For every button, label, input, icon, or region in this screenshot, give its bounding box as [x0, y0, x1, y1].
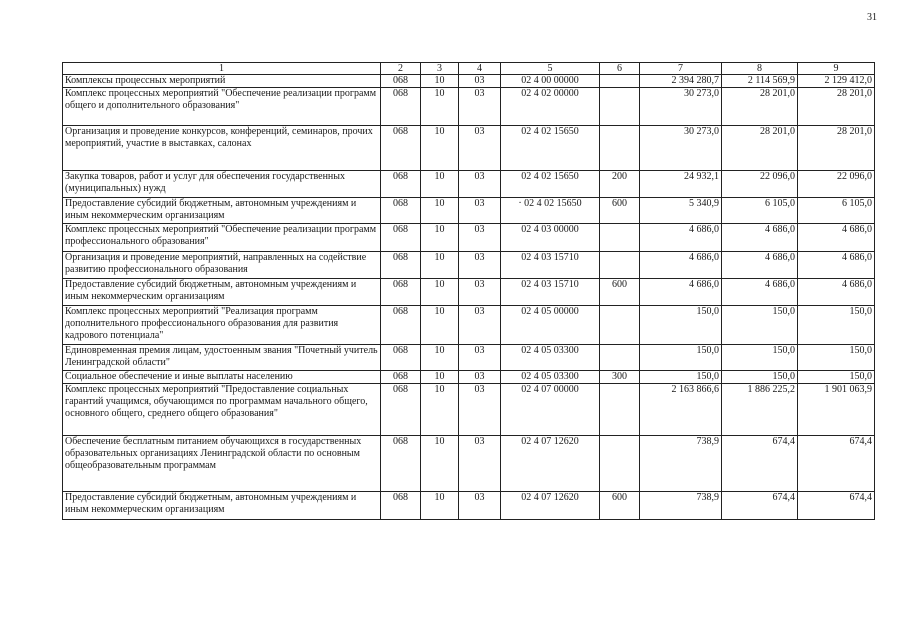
- amount-col7-cell: 4 686,0: [640, 224, 722, 252]
- expense-type-cell: [600, 75, 640, 88]
- subsection-cell: 03: [459, 224, 501, 252]
- amount-col7-cell: 738,9: [640, 492, 722, 520]
- expense-type-cell: 600: [600, 279, 640, 306]
- column-header: 1: [63, 63, 381, 75]
- section-cell: 10: [421, 198, 459, 224]
- code-grbs-cell: 068: [381, 384, 421, 436]
- target-article-cell: 02 4 03 15710: [501, 252, 600, 279]
- section-cell: 10: [421, 171, 459, 198]
- amount-col9-cell: 1 901 063,9: [798, 384, 875, 436]
- subsection-cell: 03: [459, 436, 501, 492]
- table-row: [63, 171, 875, 198]
- amount-col8-cell: 674,4: [722, 436, 798, 492]
- column-header: 6: [600, 63, 640, 75]
- row-name-cell: Обеспечение бесплатным питанием обучающихся в государственных образовательных организациях Ленинградской области по основным общеобразовательным программам: [63, 436, 381, 492]
- amount-col8-cell: 674,4: [722, 492, 798, 520]
- row-name-cell: Комплексы процессных мероприятий: [63, 75, 381, 88]
- section-cell: 10: [421, 88, 459, 126]
- subsection-cell: 03: [459, 279, 501, 306]
- code-grbs-cell: 068: [381, 492, 421, 520]
- amount-col7-cell: 150,0: [640, 371, 722, 384]
- code-grbs-cell: 068: [381, 436, 421, 492]
- expense-type-cell: 200: [600, 171, 640, 198]
- subsection-cell: 03: [459, 252, 501, 279]
- amount-col7-cell: 5 340,9: [640, 198, 722, 224]
- code-grbs-cell: 068: [381, 306, 421, 345]
- amount-col8-cell: 6 105,0: [722, 198, 798, 224]
- table-row: [63, 371, 875, 384]
- expense-type-cell: [600, 88, 640, 126]
- section-cell: 10: [421, 252, 459, 279]
- subsection-cell: 03: [459, 345, 501, 371]
- amount-col8-cell: 150,0: [722, 306, 798, 345]
- amount-col7-cell: 24 932,1: [640, 171, 722, 198]
- expense-type-cell: [600, 345, 640, 371]
- table-row: [63, 384, 875, 436]
- code-grbs-cell: 068: [381, 171, 421, 198]
- expense-type-cell: [600, 436, 640, 492]
- amount-col8-cell: 28 201,0: [722, 88, 798, 126]
- amount-col7-cell: 150,0: [640, 306, 722, 345]
- amount-col7-cell: 738,9: [640, 436, 722, 492]
- row-name-cell: Организация и проведение конкурсов, конференций, семинаров, прочих мероприятий, участие в выставках, салонах: [63, 126, 381, 171]
- table-row: [63, 224, 875, 252]
- amount-col8-cell: 4 686,0: [722, 279, 798, 306]
- column-header: 9: [798, 63, 875, 75]
- column-header: 3: [421, 63, 459, 75]
- row-name-cell: Закупка товаров, работ и услуг для обеспечения государственных (муниципальных) нужд: [63, 171, 381, 198]
- table-body: [63, 75, 875, 520]
- amount-col9-cell: 4 686,0: [798, 279, 875, 306]
- code-grbs-cell: 068: [381, 224, 421, 252]
- column-header: 5: [501, 63, 600, 75]
- target-article-cell: 02 4 05 03300: [501, 371, 600, 384]
- row-name-cell: Социальное обеспечение и иные выплаты населению: [63, 371, 381, 384]
- section-cell: 10: [421, 224, 459, 252]
- table-row: [63, 126, 875, 171]
- amount-col9-cell: 6 105,0: [798, 198, 875, 224]
- amount-col7-cell: 2 394 280,7: [640, 75, 722, 88]
- amount-col9-cell: 4 686,0: [798, 252, 875, 279]
- subsection-cell: 03: [459, 75, 501, 88]
- subsection-cell: 03: [459, 198, 501, 224]
- budget-table: [62, 62, 875, 520]
- target-article-cell: 02 4 03 15710: [501, 279, 600, 306]
- amount-col9-cell: 28 201,0: [798, 126, 875, 171]
- code-grbs-cell: 068: [381, 75, 421, 88]
- amount-col9-cell: 674,4: [798, 436, 875, 492]
- table-row: [63, 198, 875, 224]
- subsection-cell: 03: [459, 171, 501, 198]
- table-row: [63, 492, 875, 520]
- table-row: [63, 306, 875, 345]
- subsection-cell: 03: [459, 306, 501, 345]
- table-row: [63, 88, 875, 126]
- amount-col7-cell: 30 273,0: [640, 88, 722, 126]
- amount-col9-cell: 22 096,0: [798, 171, 875, 198]
- expense-type-cell: [600, 126, 640, 171]
- target-article-cell: 02 4 02 15650: [501, 171, 600, 198]
- row-name-cell: Предоставление субсидий бюджетным, автономным учреждениям и иным некоммерческим организациям: [63, 279, 381, 306]
- amount-col7-cell: 2 163 866,6: [640, 384, 722, 436]
- subsection-cell: 03: [459, 492, 501, 520]
- section-cell: 10: [421, 126, 459, 171]
- amount-col8-cell: 4 686,0: [722, 252, 798, 279]
- code-grbs-cell: 068: [381, 279, 421, 306]
- row-name-cell: Комплекс процессных мероприятий "Предоставление социальных гарантий учащимся, обучающимся по программам начального общего, основного общего, среднего общего образования": [63, 384, 381, 436]
- column-header: 7: [640, 63, 722, 75]
- amount-col8-cell: 150,0: [722, 345, 798, 371]
- table-header-row: [63, 63, 875, 75]
- section-cell: 10: [421, 492, 459, 520]
- amount-col8-cell: 2 114 569,9: [722, 75, 798, 88]
- code-grbs-cell: 068: [381, 345, 421, 371]
- section-cell: 10: [421, 371, 459, 384]
- amount-col9-cell: 4 686,0: [798, 224, 875, 252]
- amount-col9-cell: 150,0: [798, 345, 875, 371]
- row-name-cell: Единовременная премия лицам, удостоенным звания "Почетный учитель Ленинградской области": [63, 345, 381, 371]
- row-name-cell: Организация и проведение мероприятий, направленных на содействие развитию профессионального образования: [63, 252, 381, 279]
- target-article-cell: 02 4 05 03300: [501, 345, 600, 371]
- amount-col8-cell: 28 201,0: [722, 126, 798, 171]
- row-name-cell: Предоставление субсидий бюджетным, автономным учреждениям и иным некоммерческим организациям: [63, 198, 381, 224]
- target-article-cell: 02 4 07 00000: [501, 384, 600, 436]
- column-header: 8: [722, 63, 798, 75]
- table-row: [63, 436, 875, 492]
- amount-col9-cell: 28 201,0: [798, 88, 875, 126]
- amount-col7-cell: 4 686,0: [640, 252, 722, 279]
- table-row: [63, 252, 875, 279]
- section-cell: 10: [421, 306, 459, 345]
- row-name-cell: Комплекс процессных мероприятий "Обеспечение реализации программ профессионального образования": [63, 224, 381, 252]
- code-grbs-cell: 068: [381, 198, 421, 224]
- table-row: [63, 279, 875, 306]
- code-grbs-cell: 068: [381, 88, 421, 126]
- subsection-cell: 03: [459, 371, 501, 384]
- amount-col8-cell: 22 096,0: [722, 171, 798, 198]
- section-cell: 10: [421, 436, 459, 492]
- page-number: 31: [867, 12, 877, 23]
- column-header: 2: [381, 63, 421, 75]
- target-article-cell: 02 4 07 12620: [501, 436, 600, 492]
- row-name-cell: Комплекс процессных мероприятий "Обеспечение реализации программ общего и дополнительного образования": [63, 88, 381, 126]
- expense-type-cell: 600: [600, 198, 640, 224]
- target-article-cell: 02 4 03 00000: [501, 224, 600, 252]
- section-cell: 10: [421, 75, 459, 88]
- amount-col9-cell: 150,0: [798, 306, 875, 345]
- expense-type-cell: 300: [600, 371, 640, 384]
- subsection-cell: 03: [459, 126, 501, 171]
- target-article-cell: 02 4 07 12620: [501, 492, 600, 520]
- section-cell: 10: [421, 345, 459, 371]
- amount-col9-cell: 674,4: [798, 492, 875, 520]
- amount-col8-cell: 150,0: [722, 371, 798, 384]
- expense-type-cell: [600, 252, 640, 279]
- code-grbs-cell: 068: [381, 371, 421, 384]
- expense-type-cell: [600, 384, 640, 436]
- amount-col7-cell: 150,0: [640, 345, 722, 371]
- expense-type-cell: [600, 224, 640, 252]
- amount-col9-cell: 150,0: [798, 371, 875, 384]
- table-row: [63, 75, 875, 88]
- table-row: [63, 345, 875, 371]
- amount-col8-cell: 1 886 225,2: [722, 384, 798, 436]
- amount-col9-cell: 2 129 412,0: [798, 75, 875, 88]
- target-article-cell: 02 4 02 15650: [501, 126, 600, 171]
- amount-col7-cell: 4 686,0: [640, 279, 722, 306]
- subsection-cell: 03: [459, 88, 501, 126]
- target-article-cell: 02 4 00 00000: [501, 75, 600, 88]
- code-grbs-cell: 068: [381, 126, 421, 171]
- row-name-cell: Предоставление субсидий бюджетным, автономным учреждениям и иным некоммерческим организациям: [63, 492, 381, 520]
- section-cell: 10: [421, 384, 459, 436]
- amount-col8-cell: 4 686,0: [722, 224, 798, 252]
- target-article-cell: · 02 4 02 15650: [501, 198, 600, 224]
- target-article-cell: 02 4 05 00000: [501, 306, 600, 345]
- code-grbs-cell: 068: [381, 252, 421, 279]
- target-article-cell: 02 4 02 00000: [501, 88, 600, 126]
- row-name-cell: Комплекс процессных мероприятий "Реализация программ дополнительного профессионального образования для развития кадрового потенциала": [63, 306, 381, 345]
- subsection-cell: 03: [459, 384, 501, 436]
- column-header: 4: [459, 63, 501, 75]
- expense-type-cell: [600, 306, 640, 345]
- section-cell: 10: [421, 279, 459, 306]
- expense-type-cell: 600: [600, 492, 640, 520]
- amount-col7-cell: 30 273,0: [640, 126, 722, 171]
